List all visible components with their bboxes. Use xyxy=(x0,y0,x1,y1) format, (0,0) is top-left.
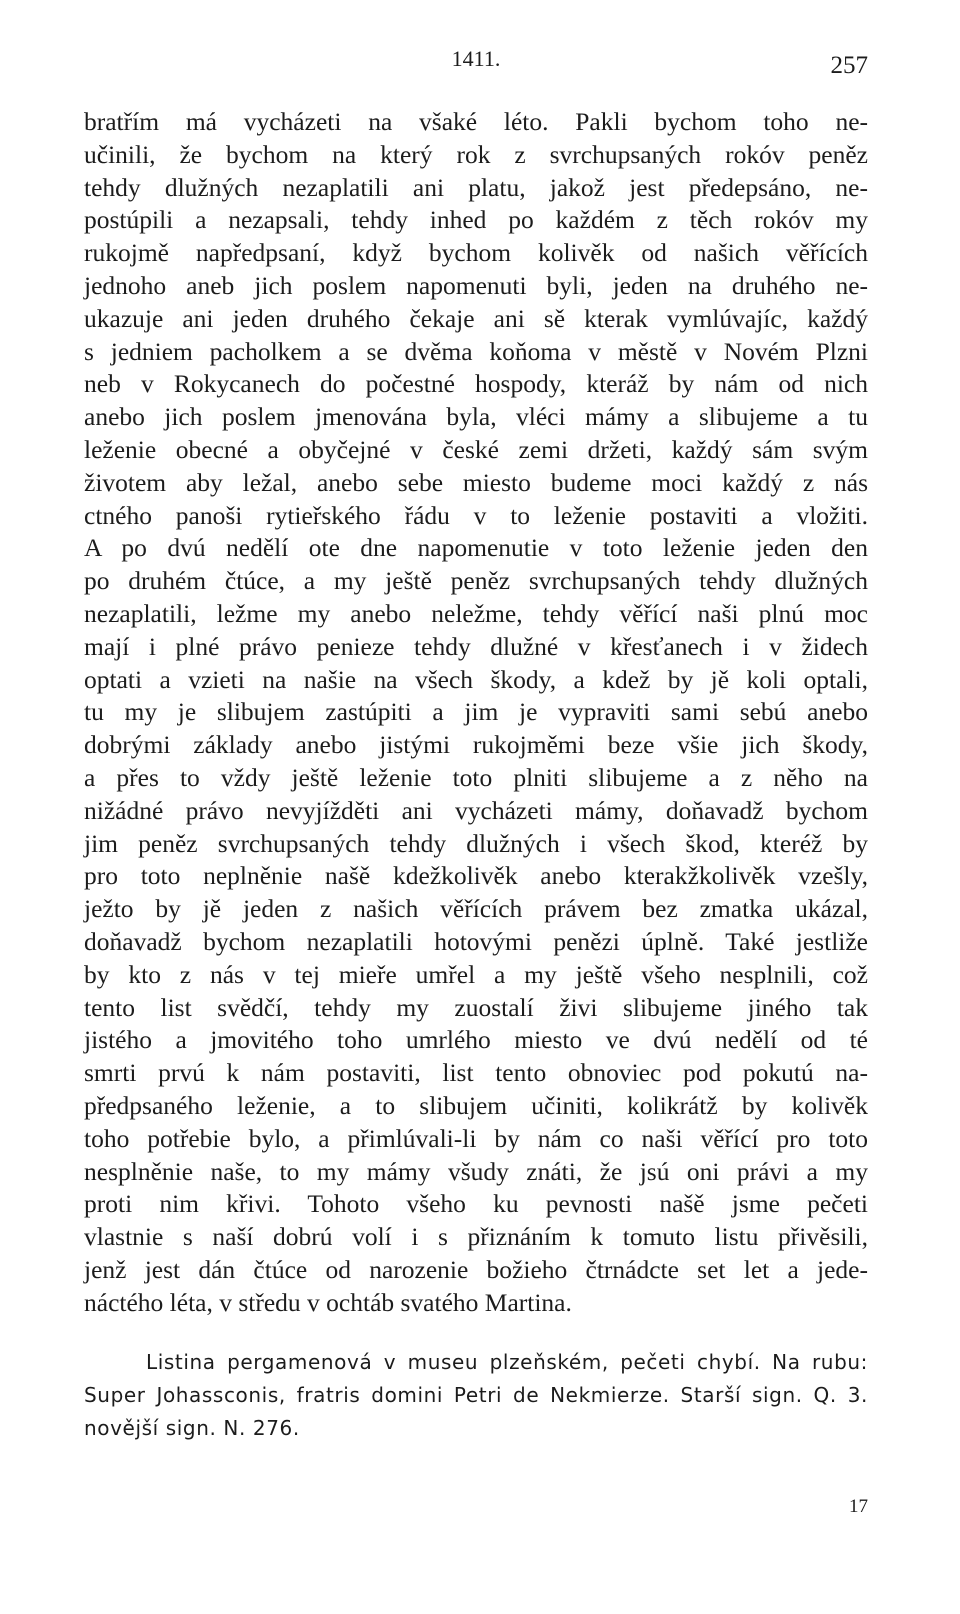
text-line: ježto by jě jeden z našich věřících právem bez zmatka ukázal, xyxy=(84,894,868,924)
text-line: mají i plné právo penieze tehdy dlužné v křesťanech i v židech xyxy=(84,631,868,661)
text-line: neb v Rokycanech do počestné hospody, kteráž by nám od nich xyxy=(84,369,868,399)
page-header xyxy=(84,46,868,86)
text-line: toho potřebie bylo, a přimlúvali-li by nám co naši věřící pro toto xyxy=(84,1123,868,1153)
text-line: pro toto neplněnie našě kdežkolivěk anebo kterakžkolivěk vzešly, xyxy=(84,861,868,891)
running-head-year: 1411. xyxy=(451,46,501,71)
text-line: jim peněz svrchupsaných tehdy dlužných i všech škod, kteréž by xyxy=(84,828,868,858)
text-line: vlastnie s naší dobrú volí i s přiznáním k tomuto listu přivěsili, xyxy=(84,1222,868,1252)
note-line: Listina pergamenová v museu plzeňském, pečeti chybí. Na rubu: xyxy=(146,1350,868,1374)
text-line: rukojmě napředpsaní, když bychom kolivěk od našich věřících xyxy=(84,238,868,268)
text-line: tehdy dlužných nezaplatili ani platu, jakož jest předepsáno, ne- xyxy=(84,172,868,202)
text-line: předpsaného leženie, a to slibujem učiniti, kolikrátž by kolivěk xyxy=(84,1090,868,1120)
text-line: dobrými základy anebo jistými rukojměmi beze všie jich škody, xyxy=(84,730,868,760)
archival-note xyxy=(84,1346,868,1445)
text-line: leženie obecné a obyčejné v české zemi držeti, každý sám svým xyxy=(84,434,868,464)
text-line: postúpili a nezapsali, tehdy inhed po každém z těch rokóv my xyxy=(84,205,868,235)
charter-text xyxy=(84,106,868,1319)
text-line: náctého léta, v středu v ochtáb svatého Martina. xyxy=(84,1287,572,1317)
text-line: smrti prvú k nám postaviti, list tento obnoviec pod pokutú na- xyxy=(84,1058,868,1088)
text-line: tu my je slibujem zastúpiti a jim je vypraviti sami sebú anebo xyxy=(84,697,868,727)
printer-signature-mark: 17 xyxy=(849,1496,868,1517)
text-line: nižádné právo nevyjížděti ani vycházeti mámy, doňavadž bychom xyxy=(84,795,868,825)
text-line: optati a vzieti na našie na všech škody, a kdež by jě koli optali, xyxy=(84,664,868,694)
text-line: životem aby ležal, anebo sebe miesto budeme moci každý z nás xyxy=(84,467,868,497)
text-line: jenž jest dán čtúce od narozenie božieho čtrnádcte set let a jede- xyxy=(84,1254,868,1284)
note-line: novější sign. N. 276. xyxy=(84,1416,300,1440)
text-line: by kto z nás v tej mieře umřel a my ještě všeho nesplnili, což xyxy=(84,959,868,989)
text-line: A po dvú nedělí ote dne napomenutie v toto leženie jeden den xyxy=(84,533,868,563)
text-line: s jedniem pacholkem a se dvěma koňoma v městě v Novém Plzni xyxy=(84,336,868,366)
text-line: doňavadž bychom nezaplatili hotovými penězi úplně. Také jestliže xyxy=(84,926,868,956)
text-line: nesplněnie naše, to my mámy všudy znáti, že jsú oni právi a my xyxy=(84,1156,868,1186)
text-line: po druhém čtúce, a my ještě peněz svrchupsaných tehdy dlužných xyxy=(84,566,868,596)
note-line: Super Johassconis, fratris domini Petri de Nekmierze. Starší sign. Q. 3. xyxy=(84,1383,868,1407)
text-line: nezaplatili, ležme my anebo neležme, tehdy věřící naši plnú moc xyxy=(84,598,868,628)
text-line: ctného panoši rytieřského řádu v to leženie postaviti a vložiti. xyxy=(84,500,868,530)
text-line: ukazuje ani jeden druhého čekaje ani sě kterak vymlúvajíc, každý xyxy=(84,303,868,333)
text-line: bratřím má vycházeti na všaké léto. Pakli bychom toho ne- xyxy=(84,107,868,136)
text-line: učinili, že bychom na který rok z svrchupsaných rokóv peněz xyxy=(84,139,868,169)
page-number: 257 xyxy=(830,52,868,79)
text-line: proti nim křivi. Tohoto všeho ku pevnosti našě jsme pečeti xyxy=(84,1189,868,1219)
text-line: anebo jich poslem jmenována byla, vléci mámy a slibujeme a tu xyxy=(84,402,868,432)
text-line: a přes to vždy ještě leženie toto plniti slibujeme a z něho na xyxy=(84,762,868,792)
text-line: jednoho aneb jich poslem napomenuti byli, jeden na druhého ne- xyxy=(84,270,868,300)
text-line: jistého a jmovitého toho umrlého miesto ve dvú nedělí od té xyxy=(84,1025,868,1055)
text-line: tento list svědčí, tehdy my zuostalí živi slibujeme jiného tak xyxy=(84,992,868,1022)
